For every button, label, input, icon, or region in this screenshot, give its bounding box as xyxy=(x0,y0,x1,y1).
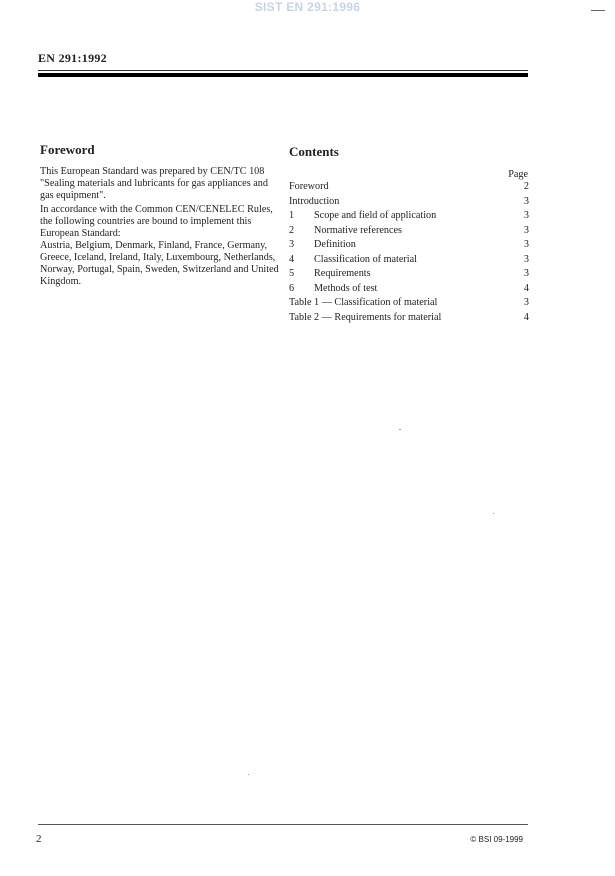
toc-entry-number: 5 xyxy=(289,268,295,279)
scan-speck xyxy=(248,774,249,775)
toc-entry-title: Methods of test xyxy=(314,282,378,294)
contents-list xyxy=(289,180,529,325)
corner-mark xyxy=(591,10,605,11)
watermark: SIST EN 291:1996 xyxy=(254,0,361,14)
scan-speck xyxy=(493,513,494,514)
toc-entry[interactable] xyxy=(289,195,529,210)
toc-entry[interactable] xyxy=(289,180,529,195)
copyright-notice: © BSI 09-1999 xyxy=(470,835,523,844)
toc-entry[interactable] xyxy=(289,238,529,253)
toc-entry[interactable] xyxy=(289,296,529,311)
foreword-paragraph: This European Standard was prepared by CEN/TC 108 "Sealing materials and lubricants for gas appliances and gas equipment". xyxy=(40,166,268,201)
toc-entry-title: Foreword xyxy=(289,181,329,192)
toc-entry-number: 3 xyxy=(289,239,295,250)
toc-entry-title: Definition xyxy=(314,239,356,250)
toc-entry-number: 4 xyxy=(289,253,295,265)
toc-entry-page: 3 xyxy=(523,239,529,250)
toc-entry-title: Classification of material xyxy=(314,253,417,265)
toc-entry[interactable] xyxy=(289,282,529,297)
toc-entry[interactable] xyxy=(289,224,529,239)
toc-entry-title: Scope and field of application xyxy=(314,210,437,221)
toc-entry-title: Table 1 — Classification of material xyxy=(289,297,438,308)
toc-entry[interactable] xyxy=(289,311,529,326)
footer-rule xyxy=(38,824,528,825)
toc-entry-title: Introduction xyxy=(289,195,340,207)
header-rule-thin xyxy=(38,70,528,71)
toc-entry-number: 1 xyxy=(289,210,295,221)
toc-entry-page: 3 xyxy=(523,195,529,207)
toc-entry[interactable] xyxy=(289,253,529,268)
toc-entry-page: 4 xyxy=(523,282,529,294)
foreword-heading: Foreword xyxy=(40,142,95,157)
contents-page-column-header: Page xyxy=(508,169,528,180)
toc-entry-page: 3 xyxy=(523,210,529,221)
scan-speck xyxy=(399,429,401,430)
toc-entry-page: 3 xyxy=(523,268,529,279)
toc-entry-page: 4 xyxy=(523,311,529,323)
foreword-paragraph: In accordance with the Common CEN/CENELEC Rules, the following countries are bound to implement this European Standard: xyxy=(40,204,273,239)
toc-entry-page: 2 xyxy=(523,181,529,192)
toc-entry-title: Normative references xyxy=(314,224,402,236)
toc-entry-page: 3 xyxy=(523,253,529,265)
toc-entry-number: 2 xyxy=(289,224,295,236)
toc-entry-page: 3 xyxy=(523,297,529,308)
toc-entry-number: 6 xyxy=(289,282,295,294)
toc-entry[interactable] xyxy=(289,267,529,282)
header-rule-thick xyxy=(38,73,528,77)
toc-entry-title: Table 2 — Requirements for material xyxy=(289,311,442,323)
toc-entry[interactable] xyxy=(289,209,529,224)
document-id: EN 291:1992 xyxy=(38,51,107,65)
contents-heading: Contents xyxy=(289,144,339,159)
page-number: 2 xyxy=(36,833,42,845)
toc-entry-title: Requirements xyxy=(314,268,371,279)
foreword-paragraph: Austria, Belgium, Denmark, Finland, France, Germany, Greece, Iceland, Ireland, Italy, Luxembourg, Netherlands, Norway, Portugal, Spain, Sweden, Switzerland and United Kingdom. xyxy=(40,240,279,287)
toc-entry-page: 3 xyxy=(523,224,529,236)
